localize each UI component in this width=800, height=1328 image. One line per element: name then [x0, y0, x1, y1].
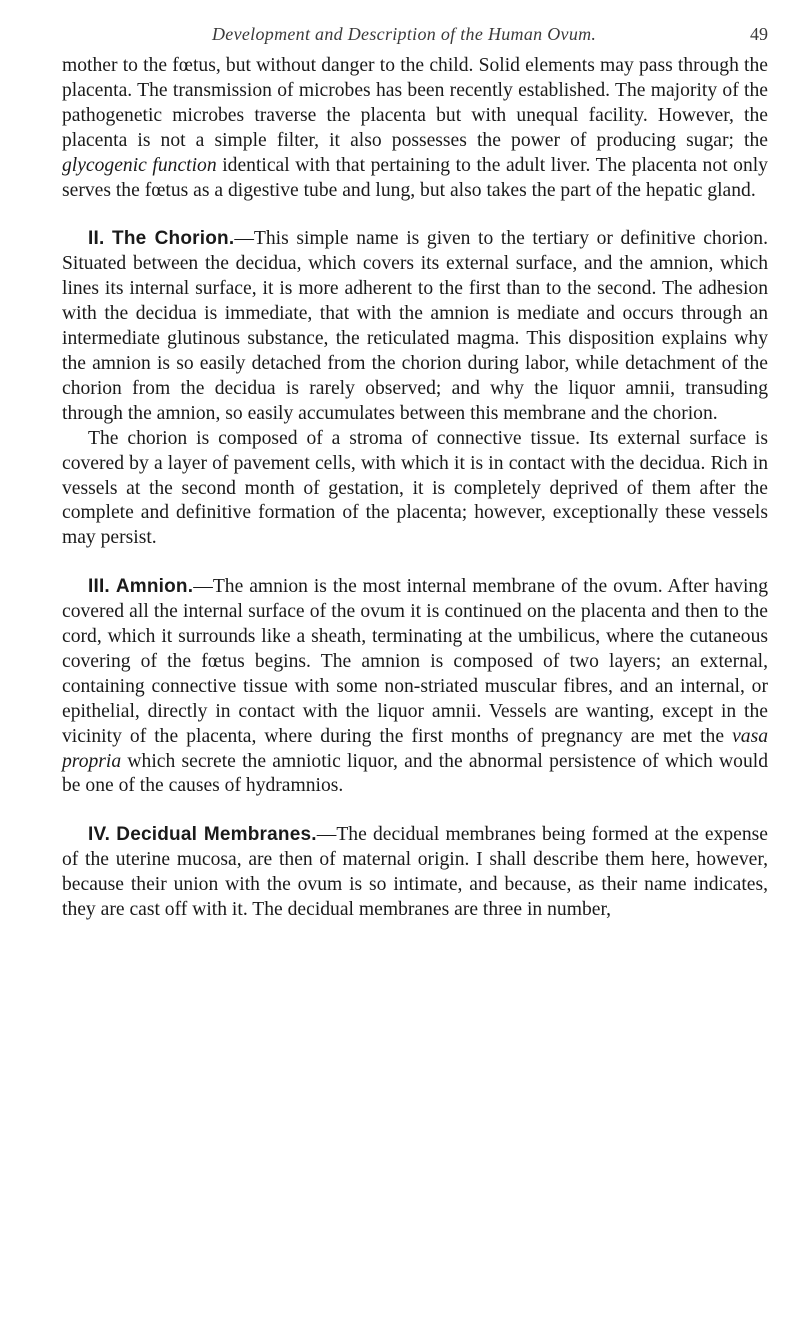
decidual-text: —The decidual membranes being formed at the expense of the uterine mucosa, are then of maternal origin. I shall describe them here, however, because their union with the ovum is so intimate, and because, as their name indicates, they are cast off with it. The decidual membranes are three in number, [62, 824, 768, 921]
intro-text: mother to the fœtus, but without danger to the child. Solid elements may pass through the placenta. The transmission of microbes has been recently established. The majority of the pathogenetic microbes traverse the placenta but with unequal facility. However, the placenta is not a simple filter, it also possesses the power of producing sugar; the [62, 55, 768, 151]
running-head-title: Development and Description of the Human Ovum. [212, 24, 597, 44]
section-chorion [62, 227, 768, 551]
amnion-text: —The amnion is the most internal membrane of the ovum. After having covered all the internal surface of the ovum it is continued on the placenta and then to the cord, which it surrounds like a sheath, terminating at the umbilicus, where the cutaneous covering of the fœtus begins. The amnion is composed of two layers; an external, containing connective tissue with some non-striated muscular fibres, and an internal, or epithelial, directly in contact with the liquor amnii. Vessels are wanting, except in the vicinity of the placenta, where during the first months of pregnancy are met the [62, 576, 768, 747]
amnion-paragraph [62, 575, 768, 799]
book-page [62, 14, 768, 923]
page-number: 49 [750, 24, 768, 44]
amnion-italic-term: vasa propria [62, 725, 768, 772]
intro-paragraph [62, 54, 768, 203]
chorion-number: II. [88, 228, 105, 250]
chorion-paragraph-1 [62, 227, 768, 426]
decidual-paragraph [62, 823, 768, 923]
amnion-text-after: which secrete the amniotic liquor, and the abnormal persistence of which would be one of the causes of hydramnios. [62, 750, 768, 797]
intro-italic-term: glycogenic function [62, 154, 217, 176]
body-text [62, 54, 768, 923]
chorion-heading: The Chorion. [112, 228, 235, 250]
amnion-heading: Amnion. [115, 576, 194, 598]
section-decidual [62, 823, 768, 923]
running-head [62, 14, 768, 54]
chorion-paragraph-2: The chorion is composed of a stroma of connective tissue. Its external surface is covered by a layer of pavement cells, with which it is in contact with the decidua. Rich in vessels at the second month of gestation, it is completely deprived of them after the complete and definitive formation of the placenta; however, exceptionally these vessels may persist. [62, 427, 768, 549]
intro-text-after: identical with that pertaining to the adult liver. The placenta not only serves the fœtus as a digestive tube and lung, but also takes the part of the hepatic gland. [62, 154, 768, 201]
decidual-heading: Decidual Membranes. [116, 824, 317, 846]
amnion-number: III. [88, 576, 110, 598]
chorion-text-1: —This simple name is given to the tertiary or definitive chorion. Situated between the decidua, which covers its external surface, and the amnion, which lines its internal surface, it is more adherent to the first than to the second. The adhesion with the decidua is immediate, that with the amnion is mediate and occurs through an intermediate glutinous substance, the reticulated magma. This disposition explains why the amnion is so easily detached from the chorion during labor, while detachment of the chorion from the decidua is rarely observed; and why the liquor amnii, transuding through the amnion, so easily accumulates between this membrane and the chorion. [62, 228, 768, 424]
decidual-number: IV. [88, 824, 111, 846]
section-amnion [62, 575, 768, 799]
